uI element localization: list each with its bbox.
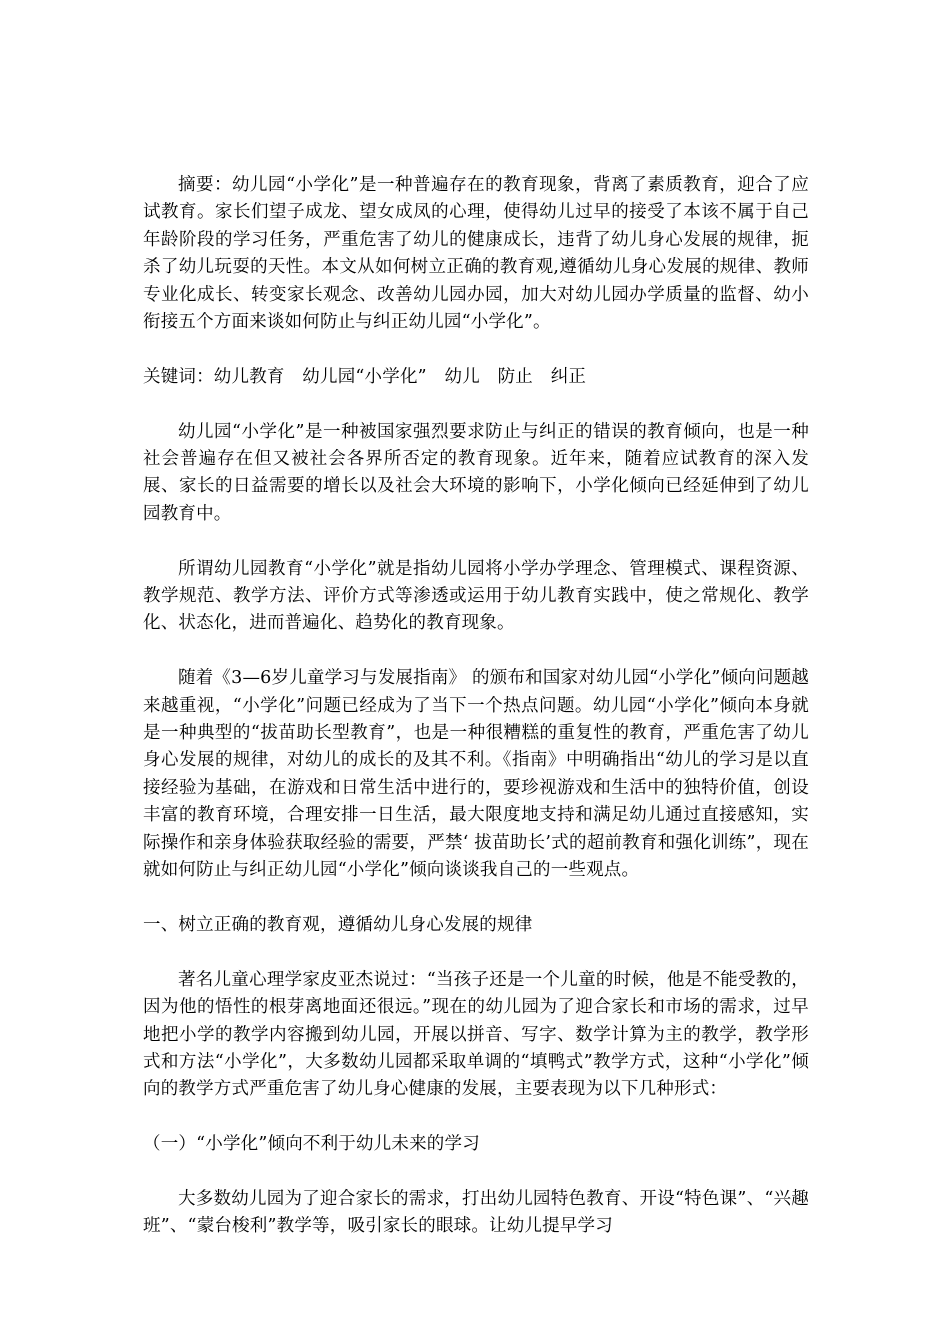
section-paragraph: 著名儿童心理学家皮亚杰说过：“当孩子还是一个儿童的时候，他是不能受教的，因为他的悟性的根芽离地面还很远。”现在的幼儿园为了迎合家长和市场的需求，过早地把小学的教学内容搬到幼儿园，开展以拼音、写字、数学计算为主的教学，教学形式和方法“小学化”，大多数幼儿园都采取单调的“填鸭式”教学方式，这种“小学化”倾向的教学方式严重危害了幼儿身心健康的发展，主要表现为以下几种形式： [143, 969, 809, 1100]
abstract-paragraph: 摘要：幼儿园“小学化”是一种普遍存在的教育现象，背离了素质教育，迎合了应试教育。家长们望子成龙、望女成凤的心理，使得幼儿过早的接受了本该不属于自己年龄阶段的学习任务，严重危害了幼儿的健康成长，违背了幼儿身心发展的规律，扼杀了幼儿玩耍的天性。本文从如何树立正确的教育观,遵循幼儿身心发展的规律、教师专业化成长、转变家长观念、改善幼儿园办园，加大对幼儿园办学质量的监督、幼小衔接五个方面来谈如何防止与纠正幼儿园“小学化”。 [143, 175, 809, 333]
document-page [143, 172, 809, 1268]
keywords-line: 关键词：幼儿教育 幼儿园“小学化” 幼儿 防止 纠正 [143, 366, 587, 387]
body-paragraph: 幼儿园“小学化”是一种被国家强烈要求防止与纠正的错误的教育倾向，也是一种社会普遍存在但又被社会各界所否定的教育现象。近年来，随着应试教育的深入发展、家长的日益需要的增长以及社会大环境的影响下，小学化倾向已经延伸到了幼儿园教育中。 [143, 421, 809, 524]
subsection-heading: （一）“小学化”倾向不利于幼儿未来的学习 [143, 1134, 480, 1155]
section-heading: 一、树立正确的教育观，遵循幼儿身心发展的规律 [143, 914, 533, 935]
subsection-paragraph: 大多数幼儿园为了迎合家长的需求，打出幼儿园特色教育、开设“特色课”、“兴趣班”、“蒙台梭利”教学等，吸引家长的眼球。让幼儿提早学习 [143, 1188, 809, 1237]
body-paragraph: 所谓幼儿园教育“小学化”就是指幼儿园将小学办学理念、管理模式、课程资源、教学规范、教学方法、评价方式等渗透或运用于幼儿教育实践中，使之常规化、教学化、状态化，进而普遍化、趋势化的教育现象。 [143, 558, 809, 634]
body-paragraph: 随着《3—6岁儿童学习与发展指南》 的颁布和国家对幼儿园“小学化”倾向问题越来越重视，“小学化”问题已经成为了当下一个热点问题。幼儿园“小学化”倾向本身就是一种典型的“拔苗助长型教育”，也是一种很糟糕的重复性的教育，严重危害了幼儿身心发展的规律，对幼儿的成长的及其不利。《指南》中明确指出“幼儿的学习是以直接经验为基础，在游戏和日常生活中进行的，要珍视游戏和生活中的独特价值，创设丰富的教育环境，合理安排一日生活，最大限度地支持和满足幼儿通过直接感知，实际操作和亲身体验获取经验的需要，严禁‘ 拔苗助长’式的超前教育和强化训练”，现在就如何防止与纠正幼儿园“小学化”倾向谈谈我自己的一些观点。 [143, 668, 809, 881]
